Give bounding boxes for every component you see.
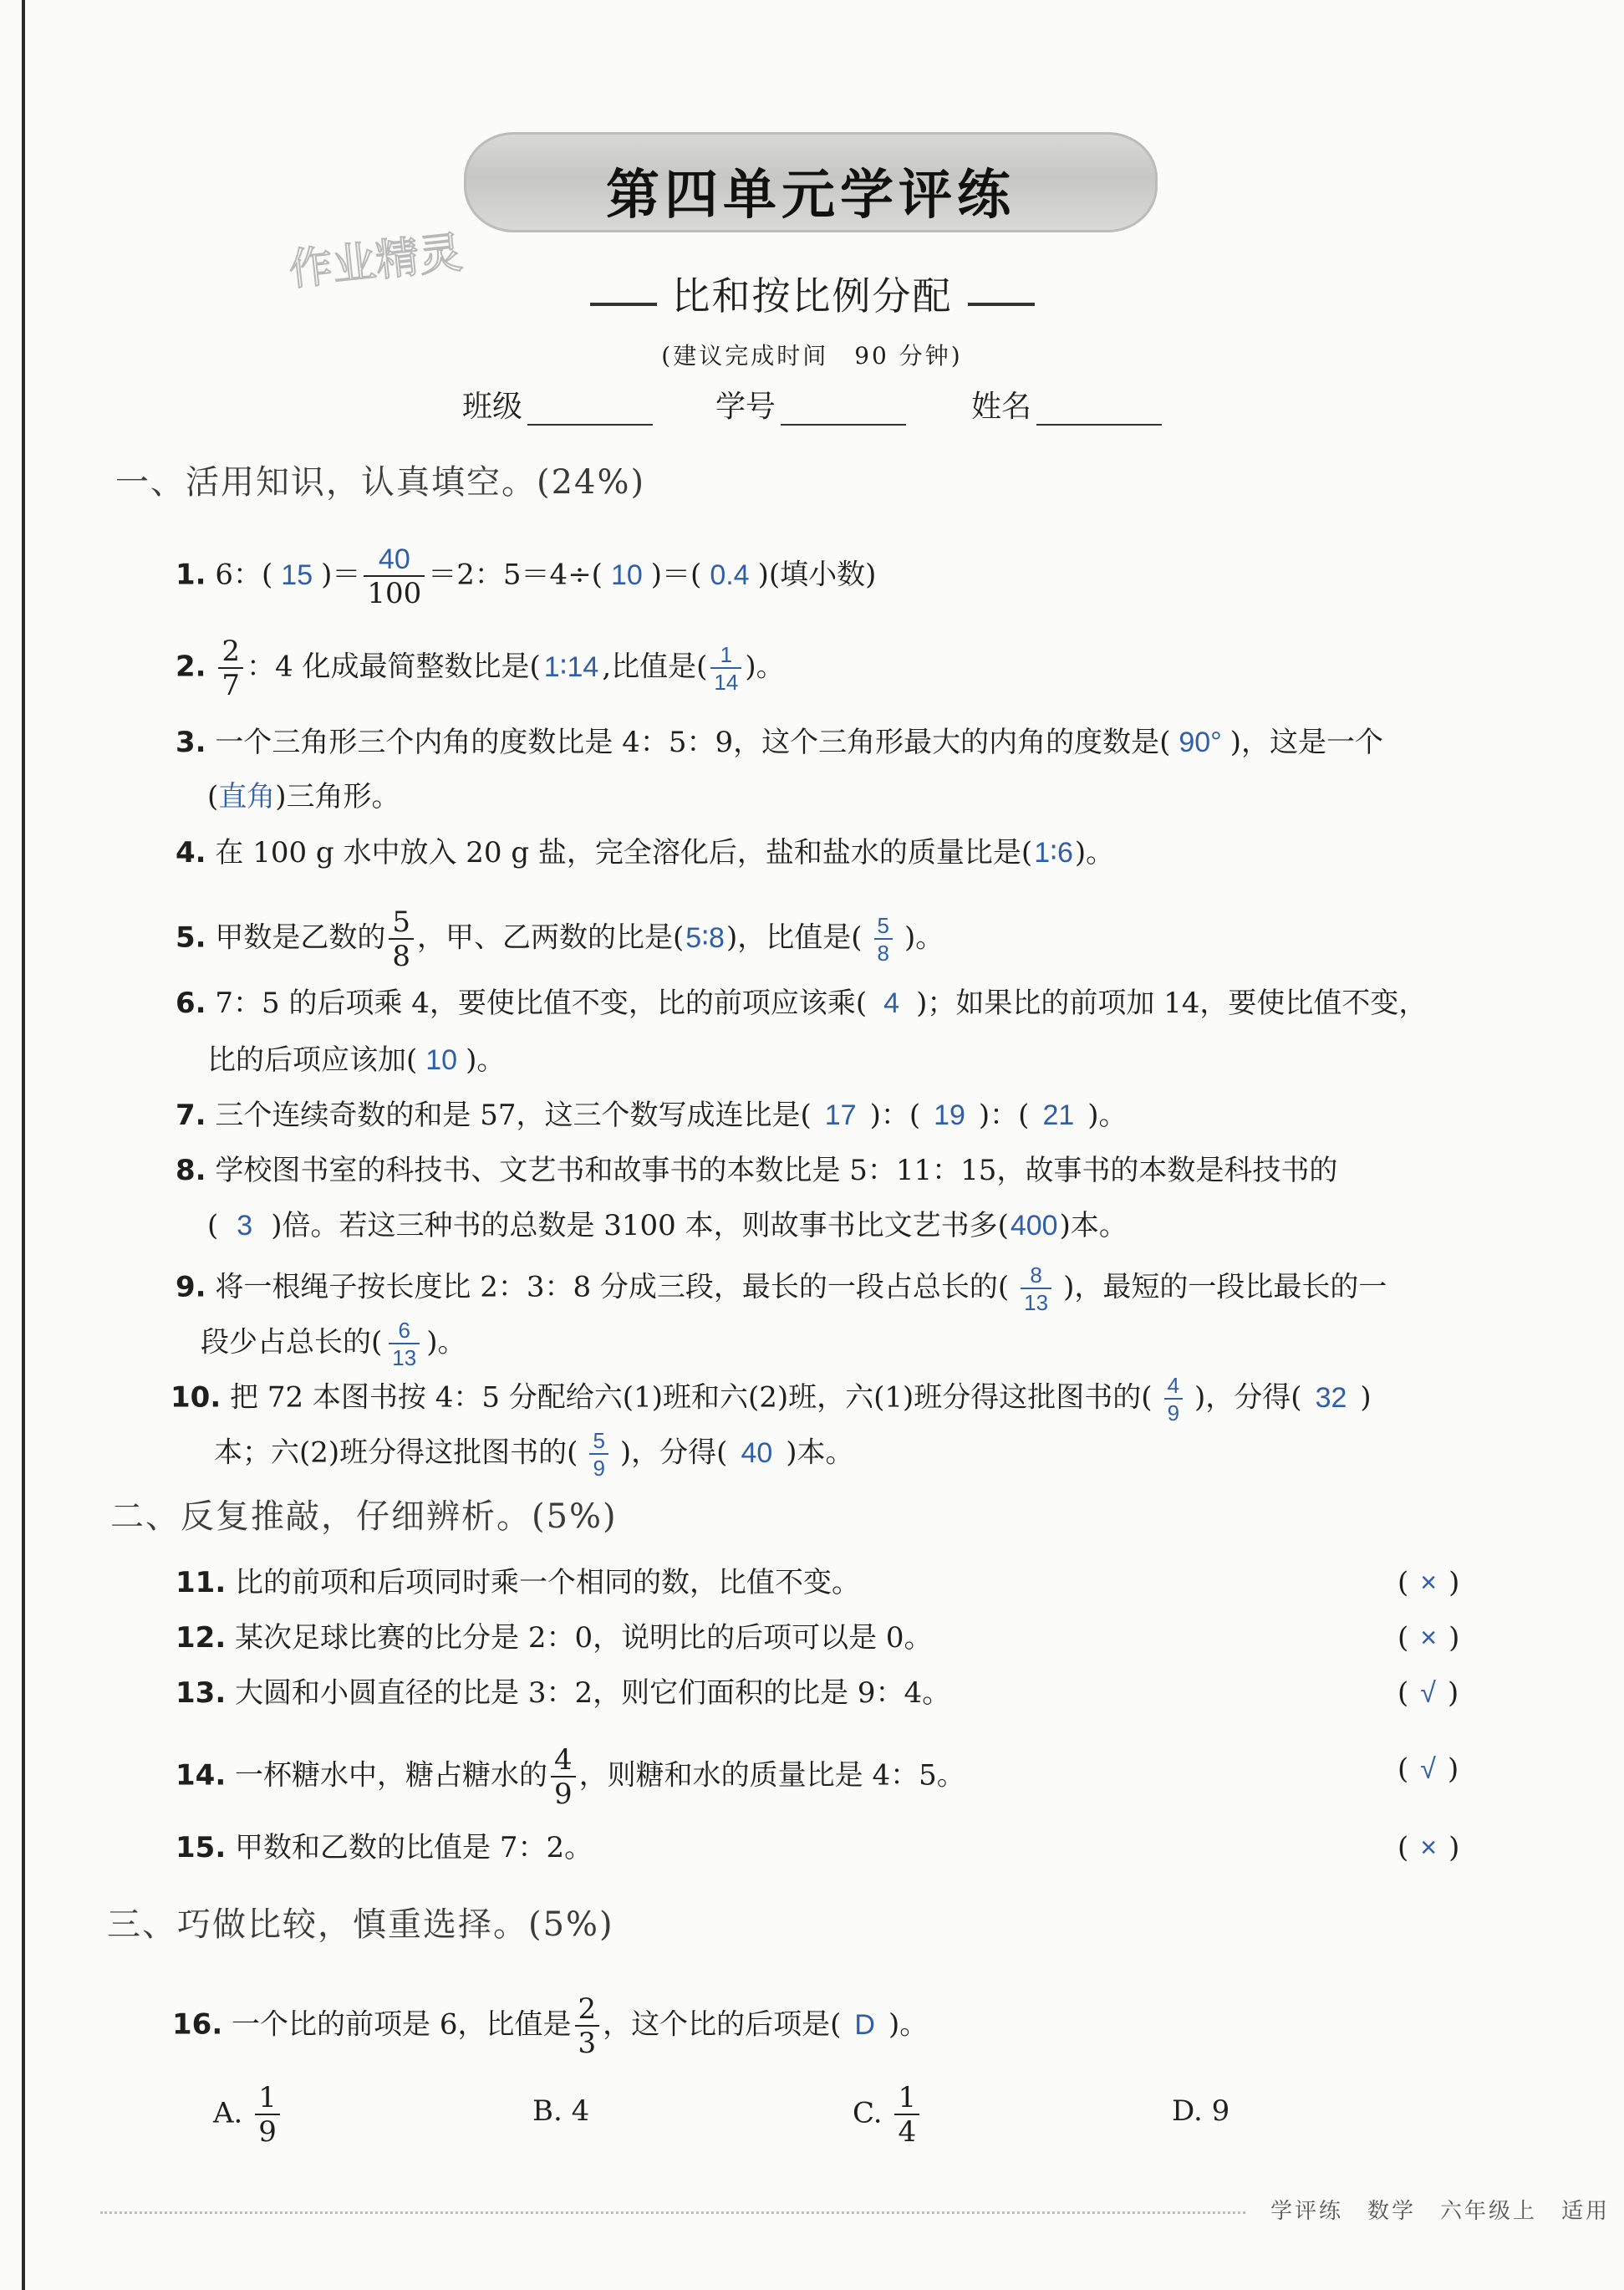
question-3-line-1: 3. 一个三角形三个内角的度数比是 4：5：9，这个三角形最大的内角的度数是( 90° )，这是一个 — [176, 726, 1384, 759]
class-blank[interactable] — [527, 397, 653, 426]
footer-divider — [100, 2211, 1245, 2214]
answer: 3 — [237, 1210, 253, 1242]
question-15: 15. 甲数和乙数的比值是 7：2。 — [176, 1831, 593, 1864]
question-3-line-2: (直角)三角形。 — [207, 780, 400, 813]
answer: 10 — [610, 558, 643, 591]
question-7: 7. 三个连续奇数的和是 57，这三个数写成连比是( 17 )：( 19 )：( 21 )。 — [176, 1099, 1128, 1132]
question-6-line-2: 比的后项应该加( 10 )。 — [207, 1043, 506, 1077]
watermark: 作业精灵 — [287, 227, 466, 296]
question-9-line-2: 段少占总长的( $\frac{6}{13}$ )。 — [201, 1318, 466, 1370]
ornament-left-icon — [590, 293, 657, 306]
answer: 21 — [1042, 1099, 1075, 1131]
question-12: 12. 某次足球比赛的比分是 2：0，说明比的后项可以是 0。 — [176, 1621, 933, 1655]
answer: 1∶6 — [1034, 837, 1073, 869]
answer: 19 — [934, 1099, 965, 1131]
title-banner — [464, 132, 1158, 232]
judge-11: ( × ) — [1397, 1566, 1460, 1599]
answer: 5∶8 — [685, 921, 725, 954]
answer: 1∶14 — [543, 650, 599, 683]
question-4: 4. 在 100 g 水中放入 20 g 盐，完全溶化后，盐和盐水的质量比是(1∶6)。 — [176, 836, 1115, 870]
class-field[interactable]: 班级 — [462, 383, 653, 426]
judge-13: ( √ ) — [1397, 1676, 1459, 1710]
section-2-title: 二、反复推敲，仔细辨析。(5%) — [110, 1497, 618, 1536]
question-14: 14. 一杯糖水中，糖占糖水的 $\frac{4}{9}$ ，则糖和水的质量比是 4：5。 — [176, 1743, 965, 1811]
number-blank[interactable] — [781, 397, 906, 426]
option-b[interactable]: B. 4 — [532, 2094, 590, 2128]
question-13: 13. 大圆和小圆直径的比是 3：2，则它们面积的比是 9：4。 — [176, 1676, 951, 1710]
question-1: 1. 6：( 15 )＝ $\frac{40}{100}$ ＝2：5＝4÷( 10 )＝( 0.4 )(填小数) — [176, 543, 877, 610]
answer: 0.4 — [710, 558, 750, 591]
judge-14: ( √ ) — [1397, 1752, 1459, 1786]
answer: 15 — [281, 558, 313, 591]
option-a[interactable]: A. $\frac{1}{9}$ — [213, 2083, 283, 2146]
question-9-line-1: 9. 将一根绳子按长度比 2：3：8 分成三段，最长的一段占总长的( $\frac{8}{13}$ )，最短的一段比最长的一 — [176, 1262, 1387, 1315]
page-title: 第四单元学评练 — [606, 164, 1016, 227]
answer: 90° — [1179, 727, 1222, 758]
judge-15: ( × ) — [1397, 1831, 1460, 1864]
answer: 4 — [883, 987, 900, 1019]
answer: 直角 — [218, 781, 276, 813]
number-field[interactable]: 学号 — [715, 383, 906, 426]
page-footer: 学评练 数学 六年级上 适用 — [1270, 2199, 1611, 2224]
name-field[interactable]: 姓名 — [971, 383, 1162, 426]
time-hint: (建议完成时间 90 分钟) — [661, 342, 963, 370]
name-blank[interactable] — [1036, 397, 1162, 426]
answer: 32 — [1315, 1381, 1347, 1414]
section-3-title: 三、巧做比较，慎重选择。(5%) — [107, 1905, 614, 1944]
question-11: 11. 比的前项和后项同时乘一个相同的数，比值不变。 — [176, 1566, 861, 1599]
question-10-line-1: 10. 把 72 本图书按 4：5 分配给六(1)班和六(2)班，六(1)班分得这批图书的( $\frac{4}{9}$ )，分得( 32 ) — [171, 1373, 1372, 1426]
answer: 400 — [1010, 1210, 1058, 1242]
answer: 17 — [824, 1099, 857, 1131]
question-16: 16. 一个比的前项是 6，比值是 $\frac{2}{3}$ ，这个比的后项是( D )。 — [172, 1992, 929, 2060]
unit-subtitle: 比和按比例分配 — [0, 266, 1624, 321]
judge-12: ( × ) — [1397, 1621, 1460, 1655]
ornament-right-icon — [968, 293, 1035, 306]
question-10-line-2: 本；六(2)班分得这批图书的( $\frac{5}{9}$ )，分得( 40 )本。 — [214, 1428, 854, 1481]
question-2: 2. $\frac{2}{7}$ ：4 化成最简整数比是( 1∶14 ,比值是( $\frac{1}{14}$ )。 — [176, 635, 785, 702]
section-1-title: 一、活用知识，认真填空。(24%) — [115, 463, 646, 502]
option-c[interactable]: C. $\frac{1}{4}$ — [853, 2083, 923, 2146]
answer: 40 — [741, 1436, 773, 1469]
answer: D — [854, 2008, 875, 2041]
answer: 10 — [425, 1044, 458, 1076]
option-d[interactable]: D. 9 — [1172, 2094, 1230, 2128]
question-8-line-2: ( 3 )倍。若这三种书的总数是 3100 本，则故事书比文艺书多(400)本。 — [207, 1209, 1128, 1242]
question-5: 5. 甲数是乙数的 $\frac{5}{8}$ ，甲、乙两数的比是(5∶8)，比值是( $\frac{5}{8}$ )。 — [176, 905, 944, 973]
question-6-line-1: 6. 7：5 的后项乘 4，要使比值不变，比的前项应该乘( 4 )；如果比的前项加 14，要使比值不变， — [176, 987, 1428, 1020]
question-8-line-1: 8. 学校图书室的科技书、文艺书和故事书的本数比是 5：11：15，故事书的本数是科技书的 — [176, 1154, 1338, 1187]
